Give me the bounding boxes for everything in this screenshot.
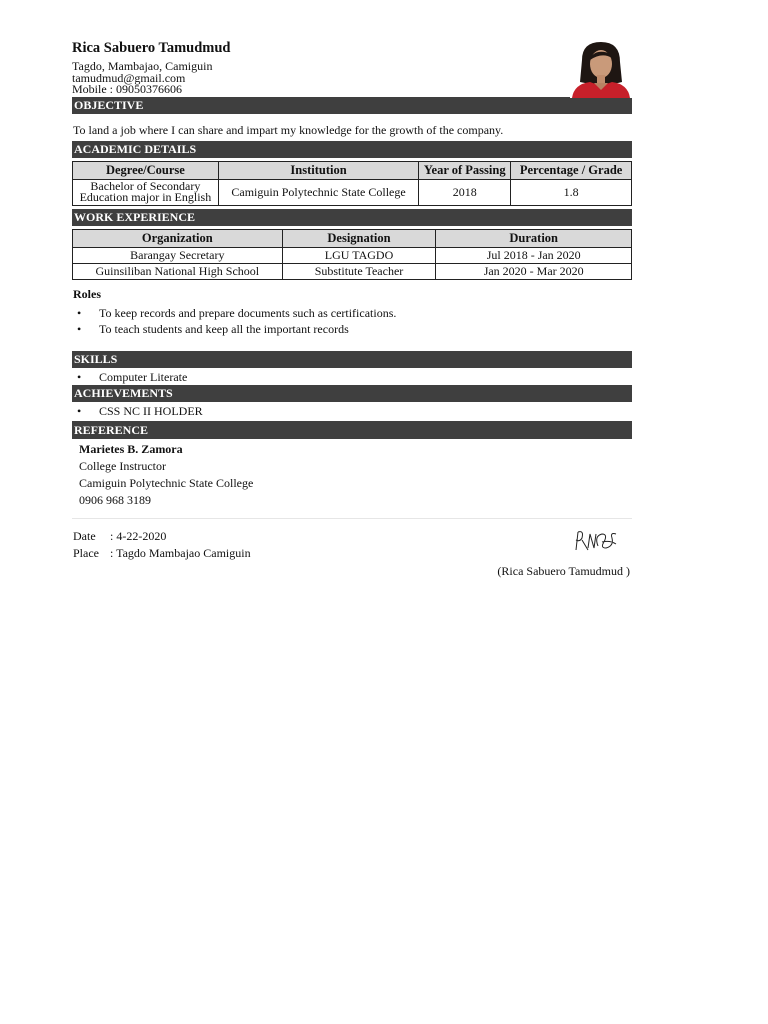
col-grade: Percentage / Grade bbox=[511, 161, 632, 179]
organization-cell: Guinsiliban National High School bbox=[73, 263, 283, 279]
contact-block bbox=[72, 61, 632, 96]
signature-name: (Rica Sabuero Tamudmud ) bbox=[497, 563, 630, 578]
degree-line-2: Education major in English bbox=[79, 190, 212, 204]
work-header: WORK EXPERIENCE bbox=[72, 209, 632, 226]
reference-block bbox=[72, 439, 632, 509]
table-row bbox=[73, 263, 632, 279]
skills-list bbox=[72, 369, 632, 386]
organization-cell: Barangay Secretary bbox=[73, 247, 283, 263]
reference-institution: Camiguin Polytechnic State College bbox=[79, 475, 254, 490]
academic-table bbox=[72, 161, 632, 206]
col-institution: Institution bbox=[218, 161, 419, 179]
footer bbox=[72, 528, 632, 608]
designation-cell: LGU TAGDO bbox=[282, 247, 436, 263]
reference-position: College Instructor bbox=[79, 458, 166, 473]
achievements-list bbox=[72, 403, 632, 420]
resume-header bbox=[72, 40, 632, 96]
col-year: Year of Passing bbox=[419, 161, 511, 179]
col-organization: Organization bbox=[73, 229, 283, 247]
table-row bbox=[73, 179, 632, 205]
date-row bbox=[72, 528, 632, 545]
place-row bbox=[72, 545, 632, 562]
date-label: Date bbox=[73, 528, 96, 543]
place-value: : Tagdo Mambajao Camiguin bbox=[110, 545, 251, 560]
year-cell: 2018 bbox=[419, 179, 511, 205]
resume-page bbox=[72, 38, 632, 608]
objective-text: To land a job where I can share and impart my knowledge for the growth of the company. bbox=[73, 122, 504, 137]
objective-header: OBJECTIVE bbox=[72, 97, 632, 114]
roles-title: Roles bbox=[73, 286, 101, 301]
reference-phone: 0906 968 3189 bbox=[79, 492, 151, 507]
institution-cell: Camiguin Polytechnic State College bbox=[218, 179, 419, 205]
signature-icon bbox=[572, 526, 620, 556]
col-duration: Duration bbox=[436, 229, 632, 247]
academic-header: ACADEMIC DETAILS bbox=[72, 141, 632, 158]
list-item: • CSS NC II HOLDER bbox=[72, 403, 632, 420]
reference-name: Marietes B. Zamora bbox=[79, 441, 183, 456]
table-row bbox=[73, 247, 632, 263]
col-designation: Designation bbox=[282, 229, 436, 247]
list-item: • Computer Literate bbox=[72, 369, 632, 386]
address: Tagdo, Mambajao, Camiguin bbox=[72, 59, 213, 73]
degree-line-1: Bachelor of Secondary bbox=[90, 179, 201, 193]
list-item: • To keep records and prepare documents such as certifications. bbox=[72, 305, 632, 322]
work-table-header bbox=[73, 229, 632, 247]
academic-table-header bbox=[73, 161, 632, 179]
col-degree: Degree/Course bbox=[73, 161, 219, 179]
reference-header: REFERENCE bbox=[72, 421, 632, 439]
place-label: Place bbox=[73, 545, 99, 560]
duration-cell: Jul 2018 - Jan 2020 bbox=[436, 247, 632, 263]
roles-list bbox=[72, 305, 632, 338]
profile-photo-image bbox=[570, 38, 632, 98]
degree-cell bbox=[73, 179, 219, 205]
applicant-name: Rica Sabuero Tamudmud bbox=[72, 40, 231, 56]
duration-cell: Jan 2020 - Mar 2020 bbox=[436, 263, 632, 279]
divider bbox=[72, 518, 632, 519]
profile-photo bbox=[570, 38, 632, 98]
mobile: Mobile : 09050376606 bbox=[72, 82, 182, 96]
email: tamudmud@gmail.com bbox=[72, 70, 186, 85]
date-value: : 4-22-2020 bbox=[110, 528, 167, 543]
work-table bbox=[72, 229, 632, 280]
achievements-header: ACHIEVEMENTS bbox=[72, 385, 632, 402]
designation-cell: Substitute Teacher bbox=[282, 263, 436, 279]
grade-cell: 1.8 bbox=[511, 179, 632, 205]
skills-header: SKILLS bbox=[72, 351, 632, 368]
list-item: • To teach students and keep all the important records bbox=[72, 321, 632, 338]
